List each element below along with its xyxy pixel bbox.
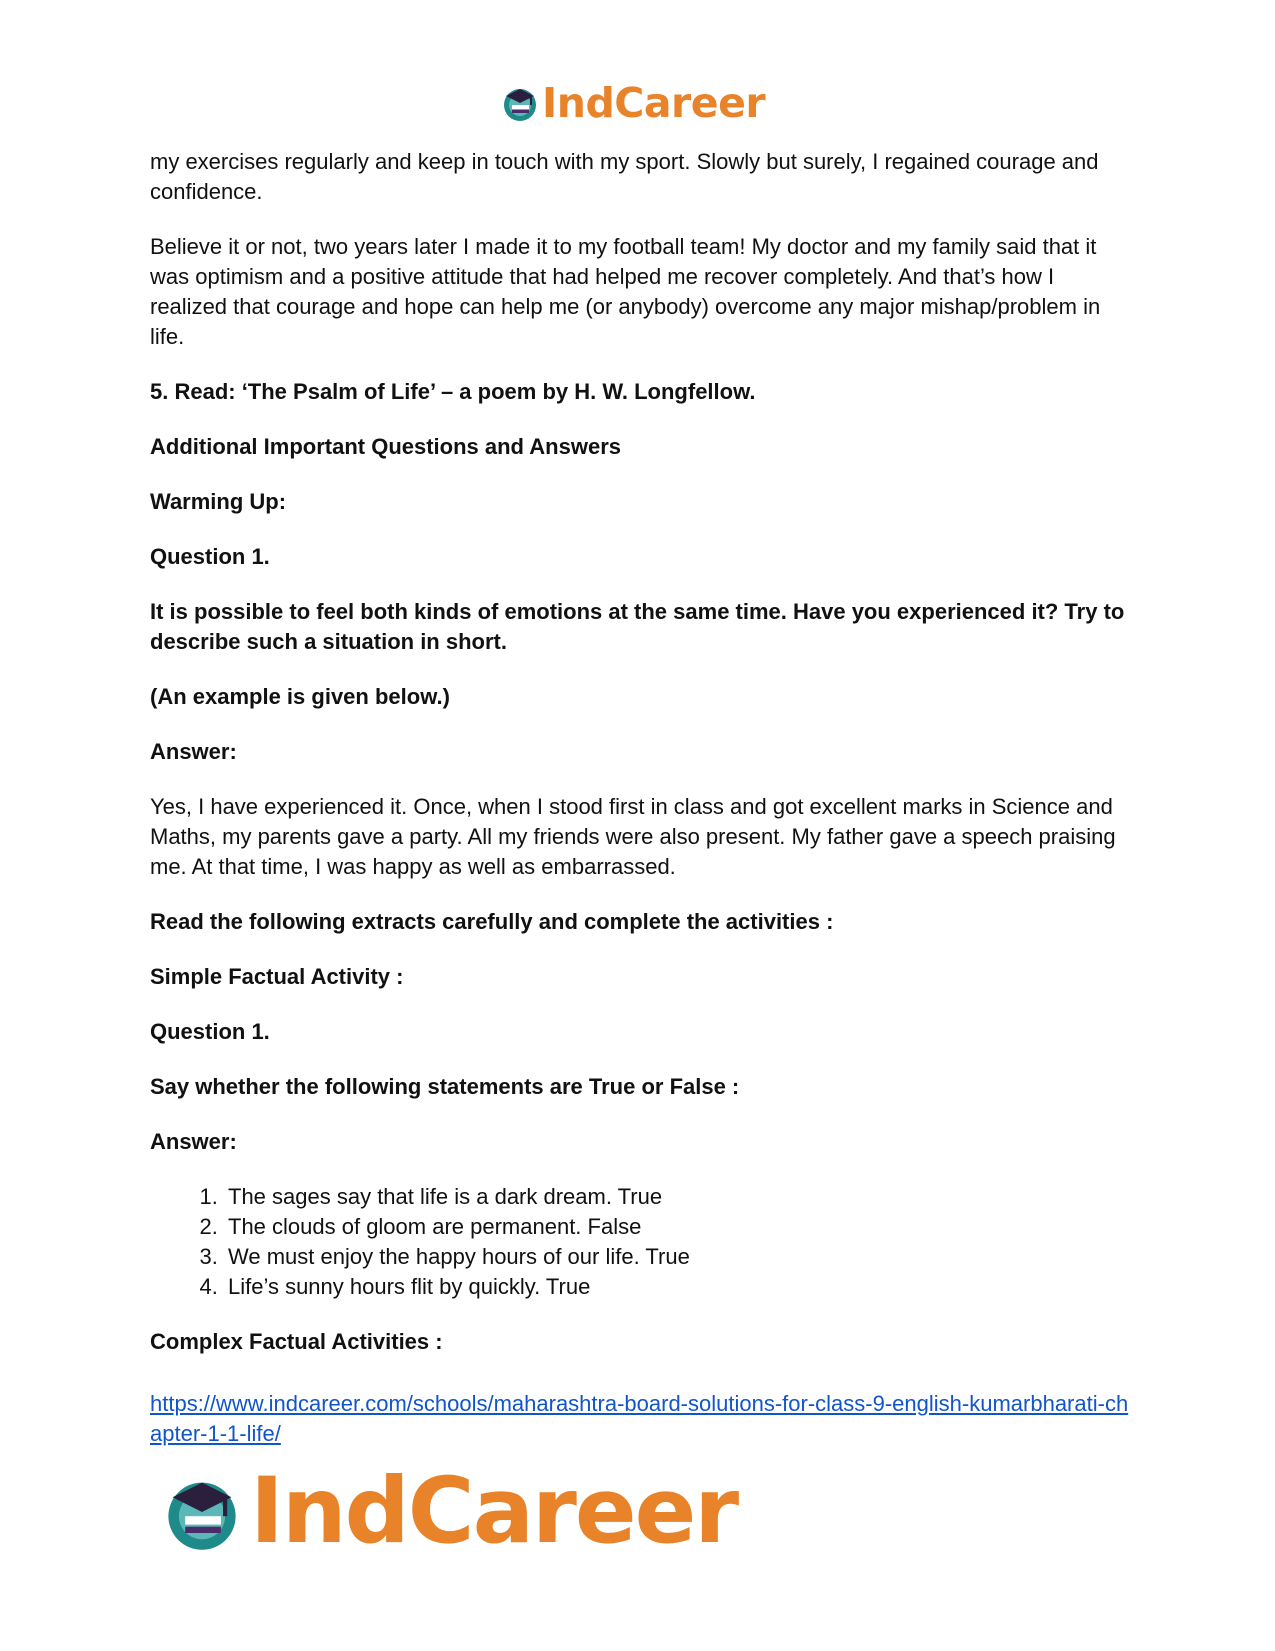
question-label: Question 1. — [150, 544, 270, 569]
answer-label: Answer: — [150, 1129, 237, 1154]
footer-logo — [160, 1459, 738, 1564]
answer-list — [150, 1182, 1130, 1302]
graduation-cap-globe-icon — [500, 83, 540, 123]
paragraph: my exercises regularly and keep in touch with my sport. Slowly but surely, I regained courage and confidence. — [150, 149, 1099, 204]
footer-logo-text: IndCareer — [250, 1459, 738, 1564]
list-item: 3. We must enjoy the happy hours of our life. True — [224, 1242, 1130, 1272]
answer-label: Answer: — [150, 739, 237, 764]
section-heading: Read the following extracts carefully and complete the activities : — [150, 909, 834, 934]
list-item: 1. The sages say that life is a dark dream. True — [224, 1182, 1130, 1212]
list-item: 4. Life’s sunny hours flit by quickly. True — [224, 1272, 1130, 1302]
source-url-link[interactable]: https://www.indcareer.com/schools/maharashtra-board-solutions-for-class-9-english-kumarbharati-chapter-1-1-life/ — [150, 1391, 1129, 1446]
list-item: 2. The clouds of gloom are permanent. False — [224, 1212, 1130, 1242]
header-logo — [500, 78, 765, 128]
header-logo-text: IndCareer — [542, 79, 766, 127]
example-note: (An example is given below.) — [150, 684, 450, 709]
answer-text: Yes, I have experienced it. Once, when I stood first in class and got excellent marks in Science and Maths, my parents gave a party. All my friends were also present. My father gave a speech praising me. At that time, I was happy as well as embarrassed. — [150, 794, 1116, 879]
question-text: Say whether the following statements are True or False : — [150, 1074, 740, 1099]
graduation-cap-globe-icon — [160, 1470, 244, 1554]
question-text: It is possible to feel both kinds of emotions at the same time. Have you experienced it? Try to describe such a situation in short. — [150, 599, 1125, 654]
section-heading: Additional Important Questions and Answers — [150, 434, 622, 459]
paragraph: Believe it or not, two years later I made it to my football team! My doctor and my family said that it was optimism and a positive attitude that had helped me recover completely. And that’s how I realized that courage and hope can help me (or anybody) overcome any major mishap/problem in life. — [150, 234, 1101, 349]
section-heading: Complex Factual Activities : — [150, 1329, 443, 1354]
source-url-paragraph — [150, 1389, 1130, 1449]
question-label: Question 1. — [150, 1019, 270, 1044]
section-heading: Simple Factual Activity : — [150, 964, 404, 989]
section-heading: 5. Read: ‘The Psalm of Life’ – a poem by H. W. Longfellow. — [150, 379, 756, 404]
section-heading: Warming Up: — [150, 489, 287, 514]
document-body — [150, 147, 1130, 1474]
